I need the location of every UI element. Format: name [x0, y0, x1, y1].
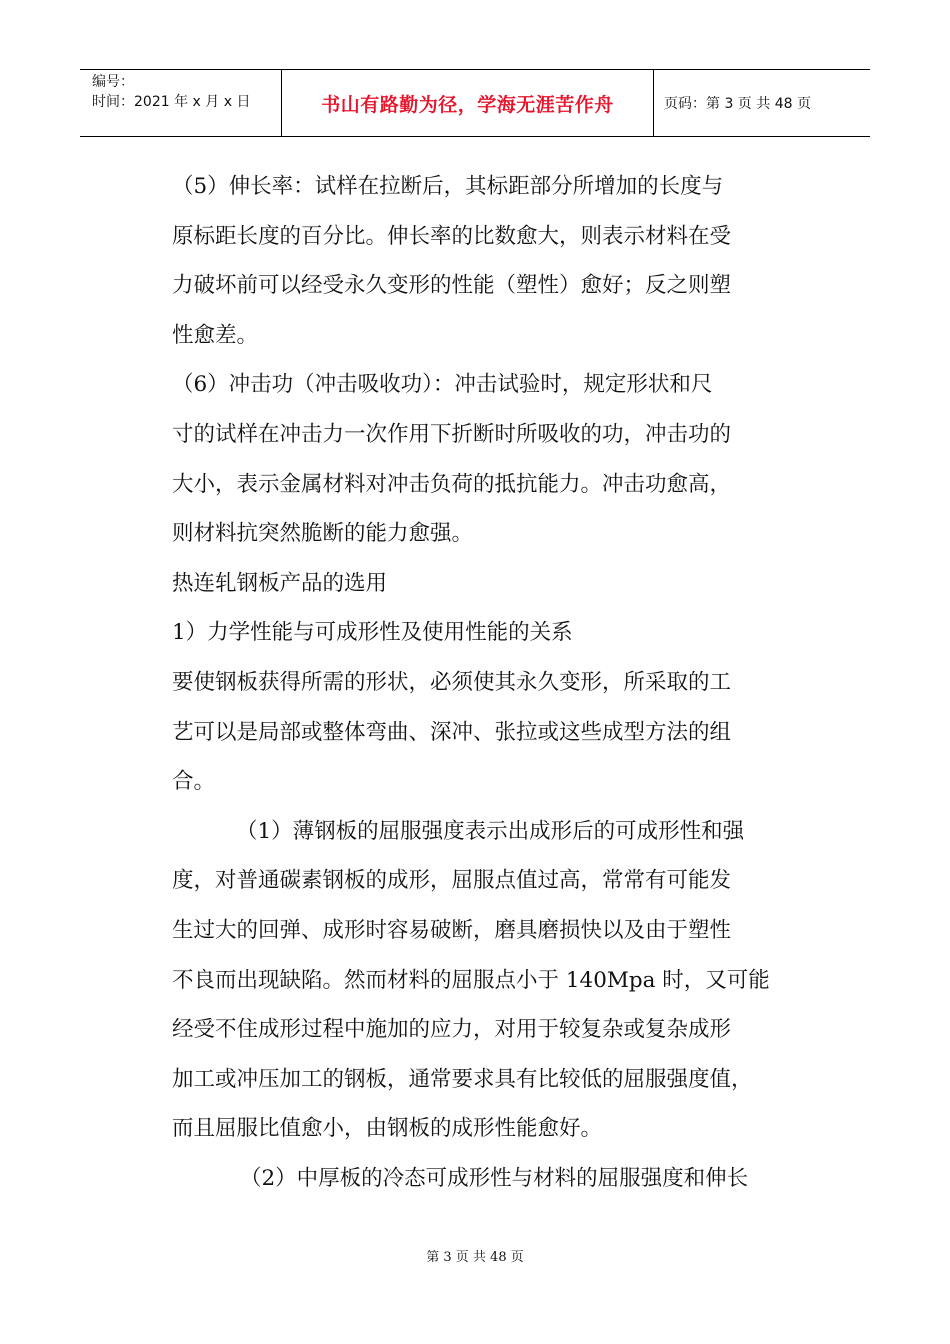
header-page-info: 页码：第 3 页 共 48 页	[664, 96, 811, 112]
header-motto: 书山有路勤为径，学海无涯苦作舟	[321, 93, 614, 116]
document-number-label: 编号：	[92, 74, 134, 90]
text-line: 度，对普通碳素钢板的成形，屈服点值过高，常常有可能发	[172, 868, 732, 894]
text-line: 加工或冲压加工的钢板，通常要求具有比较低的屈服强度值，	[172, 1066, 753, 1092]
text-line: 性愈差。	[172, 322, 259, 348]
section-heading: 热连轧钢板产品的选用	[172, 570, 388, 596]
text-line: 力破坏前可以经受永久变形的性能（塑性）愈好；反之则塑	[172, 273, 732, 299]
text-line: （5）伸长率：试样在拉断后，其标距部分所增加的长度与	[172, 174, 724, 199]
text-line: 经受不住成形过程中施加的应力，对用于较复杂或复杂成形	[172, 1017, 732, 1043]
header-motto-cell	[282, 70, 654, 136]
text-line: 生过大的回弹、成形时容易破断，磨具磨损快以及由于塑性	[172, 917, 732, 943]
text-line: 合。	[172, 769, 216, 795]
text-line: 而且屈服比值愈小，由钢板的成形性能愈好。	[172, 1116, 603, 1142]
text-line: （1）薄钢板的屈服强度表示出成形后的可成形性和强	[236, 818, 745, 844]
text-line: 寸的试样在冲击力一次作用下折断时所吸收的功，冲击功的	[172, 421, 732, 447]
text-line: （2）中厚板的冷态可成形性与材料的屈服强度和伸长	[240, 1165, 749, 1191]
header-page-cell	[654, 70, 870, 136]
text-line: 不良而出现缺陷。然而材料的屈服点小于 140Mpa 时，又可能	[172, 967, 770, 993]
text-line: 要使钢板获得所需的形状，必须使其永久变形，所采取的工	[172, 669, 732, 695]
page-header	[80, 69, 870, 137]
body-text	[172, 162, 812, 1203]
footer-page-number: 第 3 页 共 48 页	[426, 1250, 524, 1265]
document-time-label: 时间：2021 年 x 月 x 日	[92, 94, 251, 110]
page-footer	[0, 1246, 950, 1265]
text-line: 艺可以是局部或整体弯曲、深冲、张拉或这些成型方法的组	[172, 719, 732, 745]
header-meta-cell	[80, 70, 282, 136]
text-line: （6）冲击功（冲击吸收功）：冲击试验时，规定形状和尺	[172, 372, 713, 398]
text-line: 则材料抗突然脆断的能力愈强。	[172, 521, 474, 547]
text-line: 原标距长度的百分比。伸长率的比数愈大，则表示材料在受	[172, 223, 732, 249]
subsection-heading: 1）力学性能与可成形性及使用性能的关系	[172, 620, 573, 646]
text-line: 大小，表示金属材料对冲击负荷的抵抗能力。冲击功愈高，	[172, 471, 732, 497]
